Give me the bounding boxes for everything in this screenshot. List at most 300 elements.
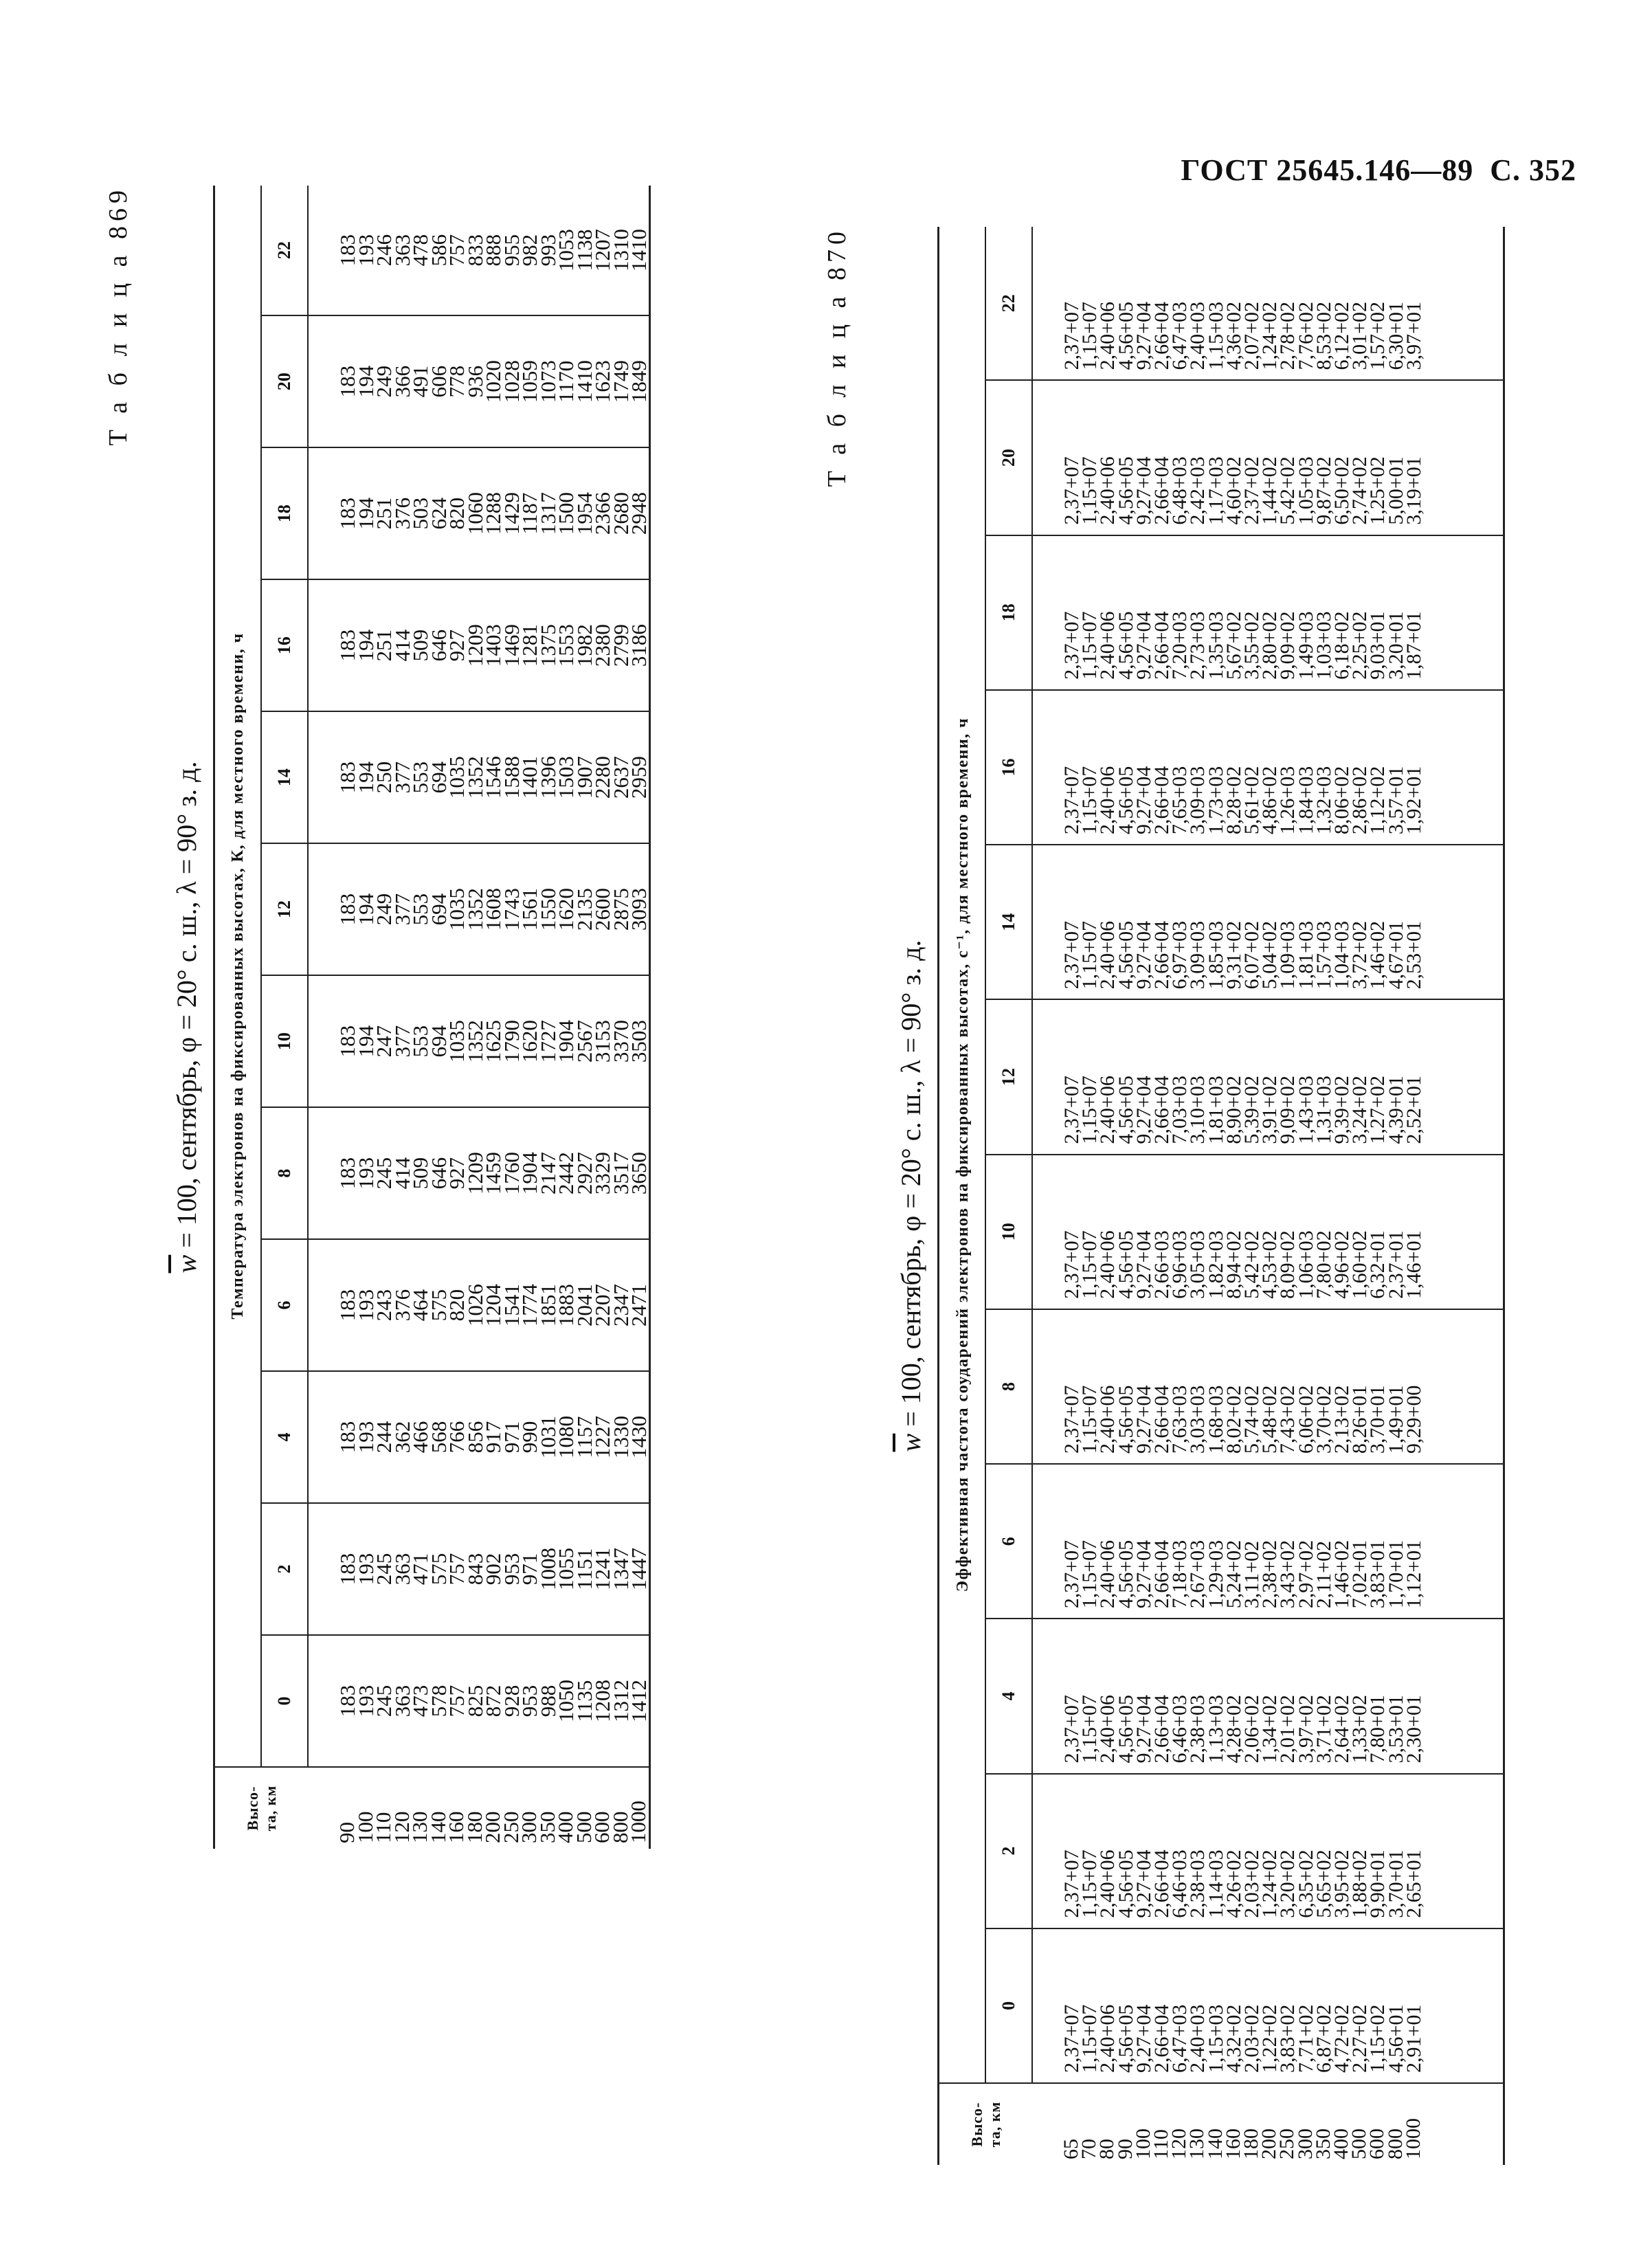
table-cell: 2875: [608, 888, 633, 931]
data-column-hour-14: [1032, 845, 1504, 999]
table-cell: 1317: [535, 492, 560, 535]
data-column-hour-6: [1032, 1464, 1504, 1619]
table-cell: 2,37+07: [1060, 1076, 1083, 1144]
table-cell: 2,37+07: [1060, 1385, 1083, 1454]
table-cell: 1008: [535, 1548, 560, 1591]
table-cell: 2,66+04: [1150, 1695, 1174, 1764]
table-cell: 1,46+02: [1330, 1539, 1354, 1609]
table-cell: 491: [408, 365, 432, 398]
table-cell: 1,46+01: [1402, 1230, 1425, 1299]
table-cell: 993: [535, 234, 560, 267]
table-cell: 1,81+03: [1294, 920, 1317, 990]
table-cell: 1,26+03: [1276, 766, 1299, 835]
table-cell: 8,53+02: [1312, 302, 1335, 370]
altitude-value: 500: [1348, 2128, 1371, 2159]
table-cell: 927: [445, 629, 469, 662]
table-cell: 1396: [535, 756, 560, 799]
table-cell: 1849: [627, 360, 651, 403]
table-869-caption: Т а б л и ц а 869: [104, 186, 133, 446]
table-cell: 9,27+04: [1132, 1385, 1155, 1454]
table-cell: 757: [445, 1553, 469, 1586]
table-cell: 1553: [554, 624, 578, 667]
data-column-hour-2: [308, 1503, 649, 1635]
table-cell: 3,70+02: [1312, 1385, 1335, 1454]
altitude-value: 90: [1113, 2139, 1137, 2159]
altitude-value: 200: [1258, 2128, 1281, 2159]
table-cell: 6,96+03: [1168, 1230, 1192, 1299]
table-cell: 1157: [572, 1416, 596, 1458]
table-cell: 6,47+03: [1168, 2004, 1192, 2073]
table-cell: 4,96+02: [1330, 1230, 1354, 1299]
table-cell: 2,53+01: [1402, 920, 1425, 990]
table-cell: 1412: [627, 1680, 651, 1723]
table-cell: 1060: [462, 492, 487, 535]
table-cell: 183: [335, 1289, 359, 1322]
table-cell: 1851: [535, 1284, 560, 1327]
table-cell: 3,20+02: [1276, 1849, 1299, 1918]
hour-header: 4: [261, 1371, 308, 1503]
table-cell: 9,27+04: [1132, 1849, 1155, 1918]
table-cell: 5,48+02: [1258, 1385, 1282, 1454]
table-cell: 1,15+07: [1078, 1076, 1102, 1144]
table-cell: 1151: [572, 1548, 596, 1590]
table-cell: 902: [481, 1553, 505, 1586]
table-cell: 9,27+04: [1132, 1695, 1155, 1764]
table-cell: 1209: [462, 624, 487, 667]
table-cell: 377: [390, 761, 414, 794]
table-cell: 825: [462, 1685, 487, 1717]
table-cell: 9,27+04: [1132, 1230, 1155, 1299]
table-cell: 3,95+02: [1330, 1849, 1354, 1918]
table-cell: 1,24+02: [1258, 302, 1282, 370]
table-870: [937, 227, 1505, 2165]
table-cell: 2207: [590, 1284, 614, 1327]
table-cell: 363: [390, 234, 414, 267]
hour-header: 0: [261, 1635, 308, 1767]
altitude-value: 300: [1293, 2128, 1317, 2159]
table-cell: 843: [462, 1553, 487, 1586]
table-cell: 466: [408, 1421, 432, 1454]
table-cell: 2,64+02: [1330, 1695, 1354, 1764]
table-cell: 1760: [499, 1152, 524, 1195]
data-column-hour-0: [1032, 1928, 1504, 2083]
hour-header: 22: [985, 227, 1032, 380]
table-cell: 2,74+02: [1348, 456, 1372, 525]
table-cell: 1,43+03: [1294, 1076, 1317, 1144]
table-cell: 8,02+02: [1222, 1385, 1245, 1454]
hour-header: 6: [985, 1464, 1032, 1619]
table-cell: 3,70+01: [1384, 1849, 1407, 1918]
table-cell: 1727: [535, 1020, 560, 1063]
table-cell: 2,40+06: [1096, 2004, 1119, 2073]
table-cell: 2135: [572, 888, 596, 931]
table-cell: 1,85+03: [1204, 920, 1227, 990]
table-cell: 245: [372, 1685, 396, 1717]
table-cell: 2799: [608, 624, 633, 667]
table-cell: 2,37+07: [1060, 766, 1083, 835]
table-cell: 414: [390, 1157, 414, 1190]
table-cell: 4,39+01: [1384, 1076, 1407, 1144]
table-cell: 553: [408, 761, 432, 794]
table-cell: 1430: [627, 1416, 651, 1459]
table-cell: 586: [426, 234, 451, 267]
table-cell: 3,10+03: [1186, 1076, 1209, 1144]
hour-header: 6: [261, 1239, 308, 1371]
table-cell: 2471: [627, 1284, 651, 1327]
table-870-body-row: [1032, 227, 1504, 2165]
table-cell: 553: [408, 893, 432, 926]
table-cell: 243: [372, 1289, 396, 1322]
table-cell: 193: [353, 1685, 378, 1717]
table-cell: 376: [390, 1289, 414, 1322]
table-cell: 2,73+03: [1186, 611, 1209, 680]
table-cell: 694: [426, 893, 451, 926]
table-cell: 1,60+02: [1348, 1230, 1372, 1299]
altitude-value: 400: [1330, 2128, 1353, 2159]
table-cell: 245: [372, 1157, 396, 1190]
table-cell: 1954: [572, 492, 596, 535]
data-column-hour-8: [308, 1107, 649, 1239]
table-cell: 1208: [590, 1680, 614, 1723]
table-cell: 1620: [517, 1020, 542, 1063]
data-column-hour-20: [1032, 380, 1504, 535]
table-cell: 1749: [608, 360, 633, 403]
table-cell: 2,37+07: [1060, 611, 1083, 680]
table-cell: 2,40+03: [1186, 2004, 1209, 2073]
table-870-block: [822, 227, 1540, 2165]
table-cell: 1,15+07: [1078, 2004, 1102, 2073]
table-cell: 1,29+03: [1204, 1539, 1227, 1609]
table-cell: 1790: [499, 1020, 524, 1063]
table-cell: 2600: [590, 888, 614, 931]
table-cell: 245: [372, 1553, 396, 1586]
table-cell: 1500: [554, 492, 578, 535]
altitude-value: 140: [1203, 2128, 1227, 2159]
table-cell: 1561: [517, 888, 542, 931]
table-869-subheader: Температура электронов на фиксированных высотах, К, для местного времени, ч: [214, 186, 262, 1767]
hour-header: 20: [985, 380, 1032, 535]
table-cell: 953: [499, 1553, 524, 1586]
table-cell: 1,14+03: [1204, 1849, 1227, 1918]
table-cell: 3153: [590, 1020, 614, 1063]
table-cell: 2,38+02: [1258, 1539, 1282, 1609]
table-cell: 820: [445, 1289, 469, 1322]
table-cell: 1035: [445, 756, 469, 799]
table-cell: 2927: [572, 1152, 596, 1195]
table-cell: 1375: [535, 624, 560, 667]
table-870-title: [895, 227, 927, 2165]
hour-header: 2: [261, 1503, 308, 1635]
table-cell: 6,30+01: [1384, 302, 1407, 370]
table-cell: 953: [517, 1685, 542, 1717]
table-cell: 1135: [572, 1680, 596, 1722]
data-column-hour-4: [308, 1371, 649, 1503]
table-cell: 4,56+05: [1114, 1849, 1137, 1918]
table-cell: 4,56+05: [1114, 766, 1137, 835]
table-cell: 2,37+01: [1384, 1230, 1407, 1299]
table-cell: 183: [335, 365, 359, 398]
table-cell: 3,09+03: [1186, 766, 1209, 835]
table-cell: 2,66+04: [1150, 1539, 1174, 1609]
table-cell: 4,56+05: [1114, 920, 1137, 990]
table-cell: 1053: [554, 229, 578, 272]
table-cell: 8,26+01: [1348, 1385, 1372, 1454]
table-cell: 928: [499, 1685, 524, 1717]
altitude-value: 250: [498, 1811, 523, 1843]
data-column-hour-10: [308, 975, 649, 1107]
table-cell: 3,97+01: [1402, 302, 1425, 370]
hour-header: 12: [261, 843, 308, 975]
hour-header: 8: [261, 1107, 308, 1239]
table-cell: 5,42+02: [1276, 456, 1299, 525]
table-cell: 7,02+01: [1348, 1539, 1372, 1609]
table-cell: 247: [372, 1025, 396, 1058]
table-cell: 1,57+03: [1312, 920, 1335, 990]
table-cell: 1207: [590, 229, 614, 272]
table-cell: 9,27+04: [1132, 1076, 1155, 1144]
table-cell: 2,40+03: [1186, 302, 1209, 370]
table-cell: 2,37+07: [1060, 1695, 1083, 1764]
table-cell: 1469: [499, 624, 524, 667]
table-cell: 1410: [627, 229, 651, 272]
altitude-value: 130: [408, 1811, 432, 1843]
table-cell: 2,37+07: [1060, 302, 1083, 370]
table-cell: 2,40+06: [1096, 302, 1119, 370]
table-870-title-symbol: $\overline{w}$: [895, 1433, 926, 1452]
table-cell: 9,90+01: [1366, 1849, 1389, 1918]
table-cell: 3,55+02: [1240, 611, 1264, 680]
table-cell: 7,80+02: [1312, 1230, 1335, 1299]
table-cell: 6,46+03: [1168, 1695, 1192, 1764]
table-869-title-text: = 100, сентябрь, φ = 20° с. ш., λ = 90° з. д.: [171, 761, 202, 1255]
table-cell: 2,37+07: [1060, 1539, 1083, 1609]
data-column-hour-22: [1032, 227, 1504, 380]
table-cell: 872: [481, 1685, 505, 1717]
table-cell: 2041: [572, 1284, 596, 1327]
table-870-caption: Т а б л и ц а 870: [823, 227, 851, 487]
table-cell: 2147: [535, 1152, 560, 1195]
table-cell: 7,65+03: [1168, 766, 1192, 835]
table-cell: 7,20+03: [1168, 611, 1192, 680]
table-cell: 6,18+02: [1330, 611, 1354, 680]
table-cell: 1035: [445, 1020, 469, 1063]
table-cell: 194: [353, 761, 378, 794]
table-cell: 194: [353, 893, 378, 926]
hour-header-row: [985, 227, 1032, 2165]
table-cell: 1,46+02: [1366, 920, 1389, 990]
table-cell: 3503: [627, 1020, 651, 1063]
table-cell: 2,27+02: [1348, 2004, 1372, 2073]
table-cell: 1459: [481, 1152, 505, 1195]
table-cell: 3,83+02: [1276, 2004, 1299, 2073]
table-cell: 1,15+07: [1078, 1695, 1102, 1764]
table-cell: 1,12+02: [1366, 766, 1389, 835]
data-column-hour-14: [308, 711, 649, 843]
table-870-subheader: Эффективная частота соударений электронов на фиксированных высотах, с⁻¹, для местного времени, ч: [939, 227, 986, 2083]
table-cell: 778: [445, 365, 469, 398]
hour-header: 20: [261, 315, 308, 447]
table-cell: 2,66+04: [1150, 456, 1174, 525]
table-cell: 4,86+02: [1258, 766, 1282, 835]
table-cell: 1080: [554, 1416, 578, 1459]
table-cell: 9,87+02: [1312, 456, 1335, 525]
table-cell: 1982: [572, 624, 596, 667]
table-cell: 1,25+02: [1366, 456, 1389, 525]
table-cell: 1281: [517, 624, 542, 667]
table-cell: 1401: [517, 756, 542, 799]
table-869-title: [170, 186, 203, 1849]
table-cell: 363: [390, 1685, 414, 1717]
table-cell: 1,73+03: [1204, 766, 1227, 835]
data-column-hour-22: [308, 186, 649, 315]
table-cell: 509: [408, 629, 432, 662]
table-cell: 7,80+01: [1366, 1695, 1389, 1764]
table-cell: 988: [535, 1685, 560, 1717]
table-cell: 6,07+02: [1240, 920, 1264, 990]
data-column-hour-0: [308, 1635, 649, 1767]
altitude-value: 350: [1311, 2128, 1335, 2159]
table-cell: 362: [390, 1421, 414, 1454]
table-cell: 971: [499, 1421, 524, 1454]
table-cell: 3,91+02: [1258, 1076, 1282, 1144]
table-cell: 2,40+06: [1096, 1849, 1119, 1918]
table-cell: 193: [353, 1289, 378, 1322]
table-cell: 5,74+02: [1240, 1385, 1264, 1454]
table-cell: 2,37+07: [1060, 1230, 1083, 1299]
table-cell: 9,03+01: [1366, 611, 1389, 680]
table-cell: 1187: [517, 492, 542, 535]
table-cell: 1,15+07: [1078, 302, 1102, 370]
table-870-title-text: = 100, сентябрь, φ = 20° с. ш., λ = 90° з. д.: [895, 940, 926, 1434]
table-cell: 3,01+02: [1348, 302, 1372, 370]
altitude-value: 600: [1365, 2128, 1389, 2159]
table-cell: 1204: [481, 1284, 505, 1327]
table-cell: 2,11+02: [1312, 1540, 1335, 1609]
table-cell: 575: [426, 1289, 451, 1322]
table-cell: 366: [390, 365, 414, 398]
table-cell: 8,09+02: [1276, 1230, 1299, 1299]
table-cell: 833: [462, 234, 487, 267]
table-cell: 3093: [627, 888, 651, 931]
table-cell: 9,27+04: [1132, 920, 1155, 990]
altitude-value: 120: [389, 1811, 414, 1843]
table-cell: 4,26+02: [1222, 1849, 1245, 1918]
altitude-value: 110: [371, 1812, 395, 1843]
table-cell: 1546: [481, 756, 505, 799]
page-number: С. 352: [1490, 153, 1576, 187]
table-cell: 606: [426, 365, 451, 398]
table-cell: 1312: [608, 1680, 633, 1723]
table-cell: 1,34+02: [1258, 1695, 1282, 1764]
table-cell: 7,76+02: [1294, 302, 1317, 370]
table-cell: 9,27+04: [1132, 611, 1155, 680]
table-cell: 2,66+04: [1150, 920, 1174, 990]
table-cell: 2,07+02: [1240, 302, 1264, 370]
altitude-value: 110: [1150, 2129, 1173, 2159]
data-column-hour-18: [1032, 535, 1504, 690]
data-column-hour-12: [308, 843, 649, 975]
table-cell: 9,27+04: [1132, 1539, 1155, 1609]
table-cell: 194: [353, 1025, 378, 1058]
table-cell: 2,66+04: [1150, 1849, 1174, 1918]
table-cell: 183: [335, 497, 359, 530]
altitude-value: 65: [1060, 2139, 1082, 2159]
table-cell: 1055: [554, 1548, 578, 1591]
table-cell: 917: [481, 1421, 505, 1454]
table-cell: 193: [353, 1421, 378, 1454]
table-cell: 1,92+01: [1402, 766, 1425, 835]
table-cell: 1073: [535, 360, 560, 403]
table-cell: 1059: [517, 360, 542, 403]
table-cell: 694: [426, 761, 451, 794]
table-cell: 1050: [554, 1680, 578, 1723]
table-cell: 1623: [590, 360, 614, 403]
table-cell: 646: [426, 629, 451, 662]
table-cell: 4,67+01: [1384, 920, 1407, 990]
table-cell: 5,00+01: [1384, 456, 1407, 525]
table-cell: 766: [445, 1421, 469, 1454]
table-cell: 2,78+02: [1276, 302, 1299, 370]
table-cell: 3517: [608, 1152, 633, 1195]
table-cell: 575: [426, 1553, 451, 1586]
table-cell: 2637: [608, 756, 633, 799]
altitude-value: 120: [1168, 2128, 1191, 2159]
table-cell: 5,42+02: [1240, 1230, 1264, 1299]
altitude-value: 180: [1240, 2128, 1263, 2159]
table-cell: 2,40+06: [1096, 1695, 1119, 1764]
altitude-value: 1000: [1401, 2118, 1425, 2159]
altitude-value: 500: [571, 1811, 596, 1843]
table-cell: 1,33+02: [1348, 1695, 1372, 1764]
table-cell: 2,40+06: [1096, 920, 1119, 990]
table-cell: 183: [335, 1157, 359, 1190]
table-cell: 2,80+02: [1258, 611, 1282, 680]
table-cell: 2959: [627, 756, 651, 799]
table-cell: 251: [372, 629, 396, 662]
table-cell: 2,25+02: [1348, 611, 1372, 680]
table-cell: 4,56+05: [1114, 611, 1137, 680]
table-cell: 1,31+03: [1312, 1076, 1335, 1144]
table-cell: 1035: [445, 888, 469, 931]
table-cell: 8,06+02: [1330, 766, 1354, 835]
table-cell: 5,67+02: [1222, 611, 1245, 680]
table-cell: 2,38+03: [1186, 1695, 1209, 1764]
altitude-value: 180: [462, 1811, 487, 1843]
table-cell: 646: [426, 1157, 451, 1190]
table-cell: 9,09+02: [1276, 611, 1299, 680]
table-cell: 6,87+02: [1312, 2004, 1335, 2073]
table-cell: 1,81+03: [1204, 1076, 1227, 1144]
table-cell: 7,71+02: [1294, 2004, 1317, 2073]
altitude-column: [308, 1767, 649, 1849]
table-cell: 2948: [627, 492, 651, 535]
table-cell: 1,15+07: [1078, 611, 1102, 680]
table-cell: 757: [445, 234, 469, 267]
table-cell: 1,15+07: [1078, 1849, 1102, 1918]
table-cell: 1907: [572, 756, 596, 799]
table-cell: 5,65+02: [1312, 1849, 1335, 1918]
standard-number: ГОСТ 25645.146—89: [1181, 153, 1474, 187]
table-cell: 936: [462, 365, 487, 398]
table-cell: 2,66+04: [1150, 1385, 1174, 1454]
table-cell: 1,05+03: [1294, 456, 1317, 525]
table-cell: 3370: [608, 1020, 633, 1063]
table-cell: 251: [372, 497, 396, 530]
table-cell: 2,66+04: [1150, 1076, 1174, 1144]
table-cell: 1352: [462, 1020, 487, 1063]
altitude-value: 90: [335, 1822, 359, 1843]
altitude-value: 100: [1131, 2128, 1154, 2159]
